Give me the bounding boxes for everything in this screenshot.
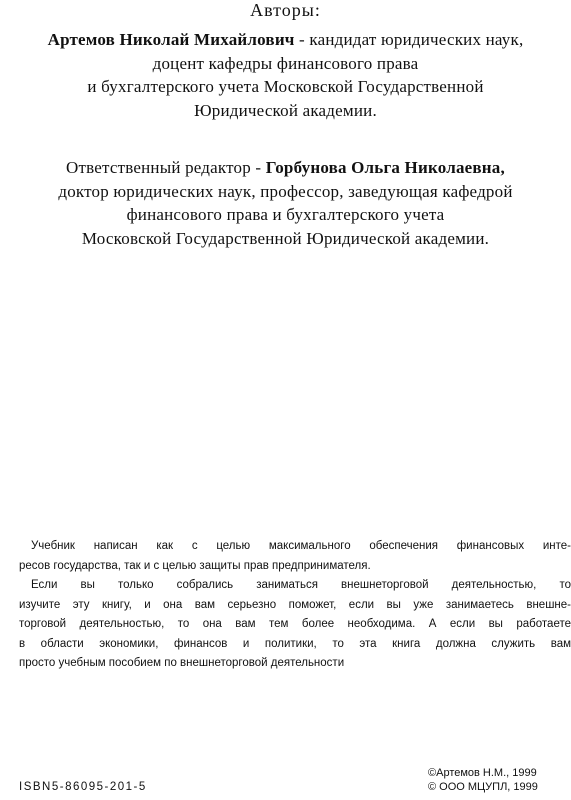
annotation-line: ресов государства, так и с целью защиты прав предпринимателя. bbox=[19, 559, 371, 572]
editor-role: Ответственный редактор - bbox=[66, 158, 266, 177]
authors-line-3: и бухгалтерского учета Московской Государственной bbox=[87, 77, 484, 96]
authors-line-1 bbox=[0, 28, 571, 52]
editor-name: Горбунова Ольга Николаевна, bbox=[265, 158, 505, 177]
copyright-line-2: © ООО МЦУПЛ, 1999 bbox=[428, 781, 538, 793]
annotation-line: Учебник написан как с целью максимального обеспечения финансовых инте- bbox=[31, 540, 571, 552]
annotation-line: торговой деятельностью, то она вам тем более необходима. А если вы работаете bbox=[19, 618, 571, 630]
authors-block bbox=[0, 28, 571, 122]
annotation-paragraph bbox=[19, 537, 571, 674]
editor-line-4: Московской Государственной Юридической академии. bbox=[81, 228, 490, 248]
annotation-line: просто учебным пособием по внешнеторговой деятельности bbox=[19, 657, 345, 669]
authors-line-2: доцент кафедры финансового права bbox=[152, 53, 419, 73]
author-credentials: - кандидат юридических наук, bbox=[294, 30, 524, 49]
annotation-line: Если вы только собрались заниматься внешнеторговой деятельностью, то bbox=[31, 579, 571, 591]
editor-line-3: финансового права и бухгалтерского учета bbox=[126, 205, 445, 224]
authors-line-4: Юридической академии. bbox=[194, 100, 377, 120]
author-name: Артемов Николай Михайлович bbox=[47, 30, 295, 49]
annotation-line: в области экономики, финансов и политики, то эта книга должна служить вам bbox=[19, 637, 571, 650]
editor-block bbox=[0, 156, 571, 250]
copyright-line-1: ©Артемов Н.М., 1999 bbox=[428, 767, 537, 779]
editor-line-1 bbox=[0, 156, 571, 180]
copyright-block bbox=[428, 766, 538, 794]
editor-line-2: доктор юридических наук, профессор, заведующая кафедрой bbox=[58, 181, 513, 201]
annotation-line: изучите эту книгу, и она вам серьезно поможет, если вы уже занимаетесь внешне- bbox=[19, 598, 571, 611]
isbn-number: ISBN5-86095-201-5 bbox=[19, 781, 147, 793]
page-title: Авторы: bbox=[250, 0, 321, 20]
